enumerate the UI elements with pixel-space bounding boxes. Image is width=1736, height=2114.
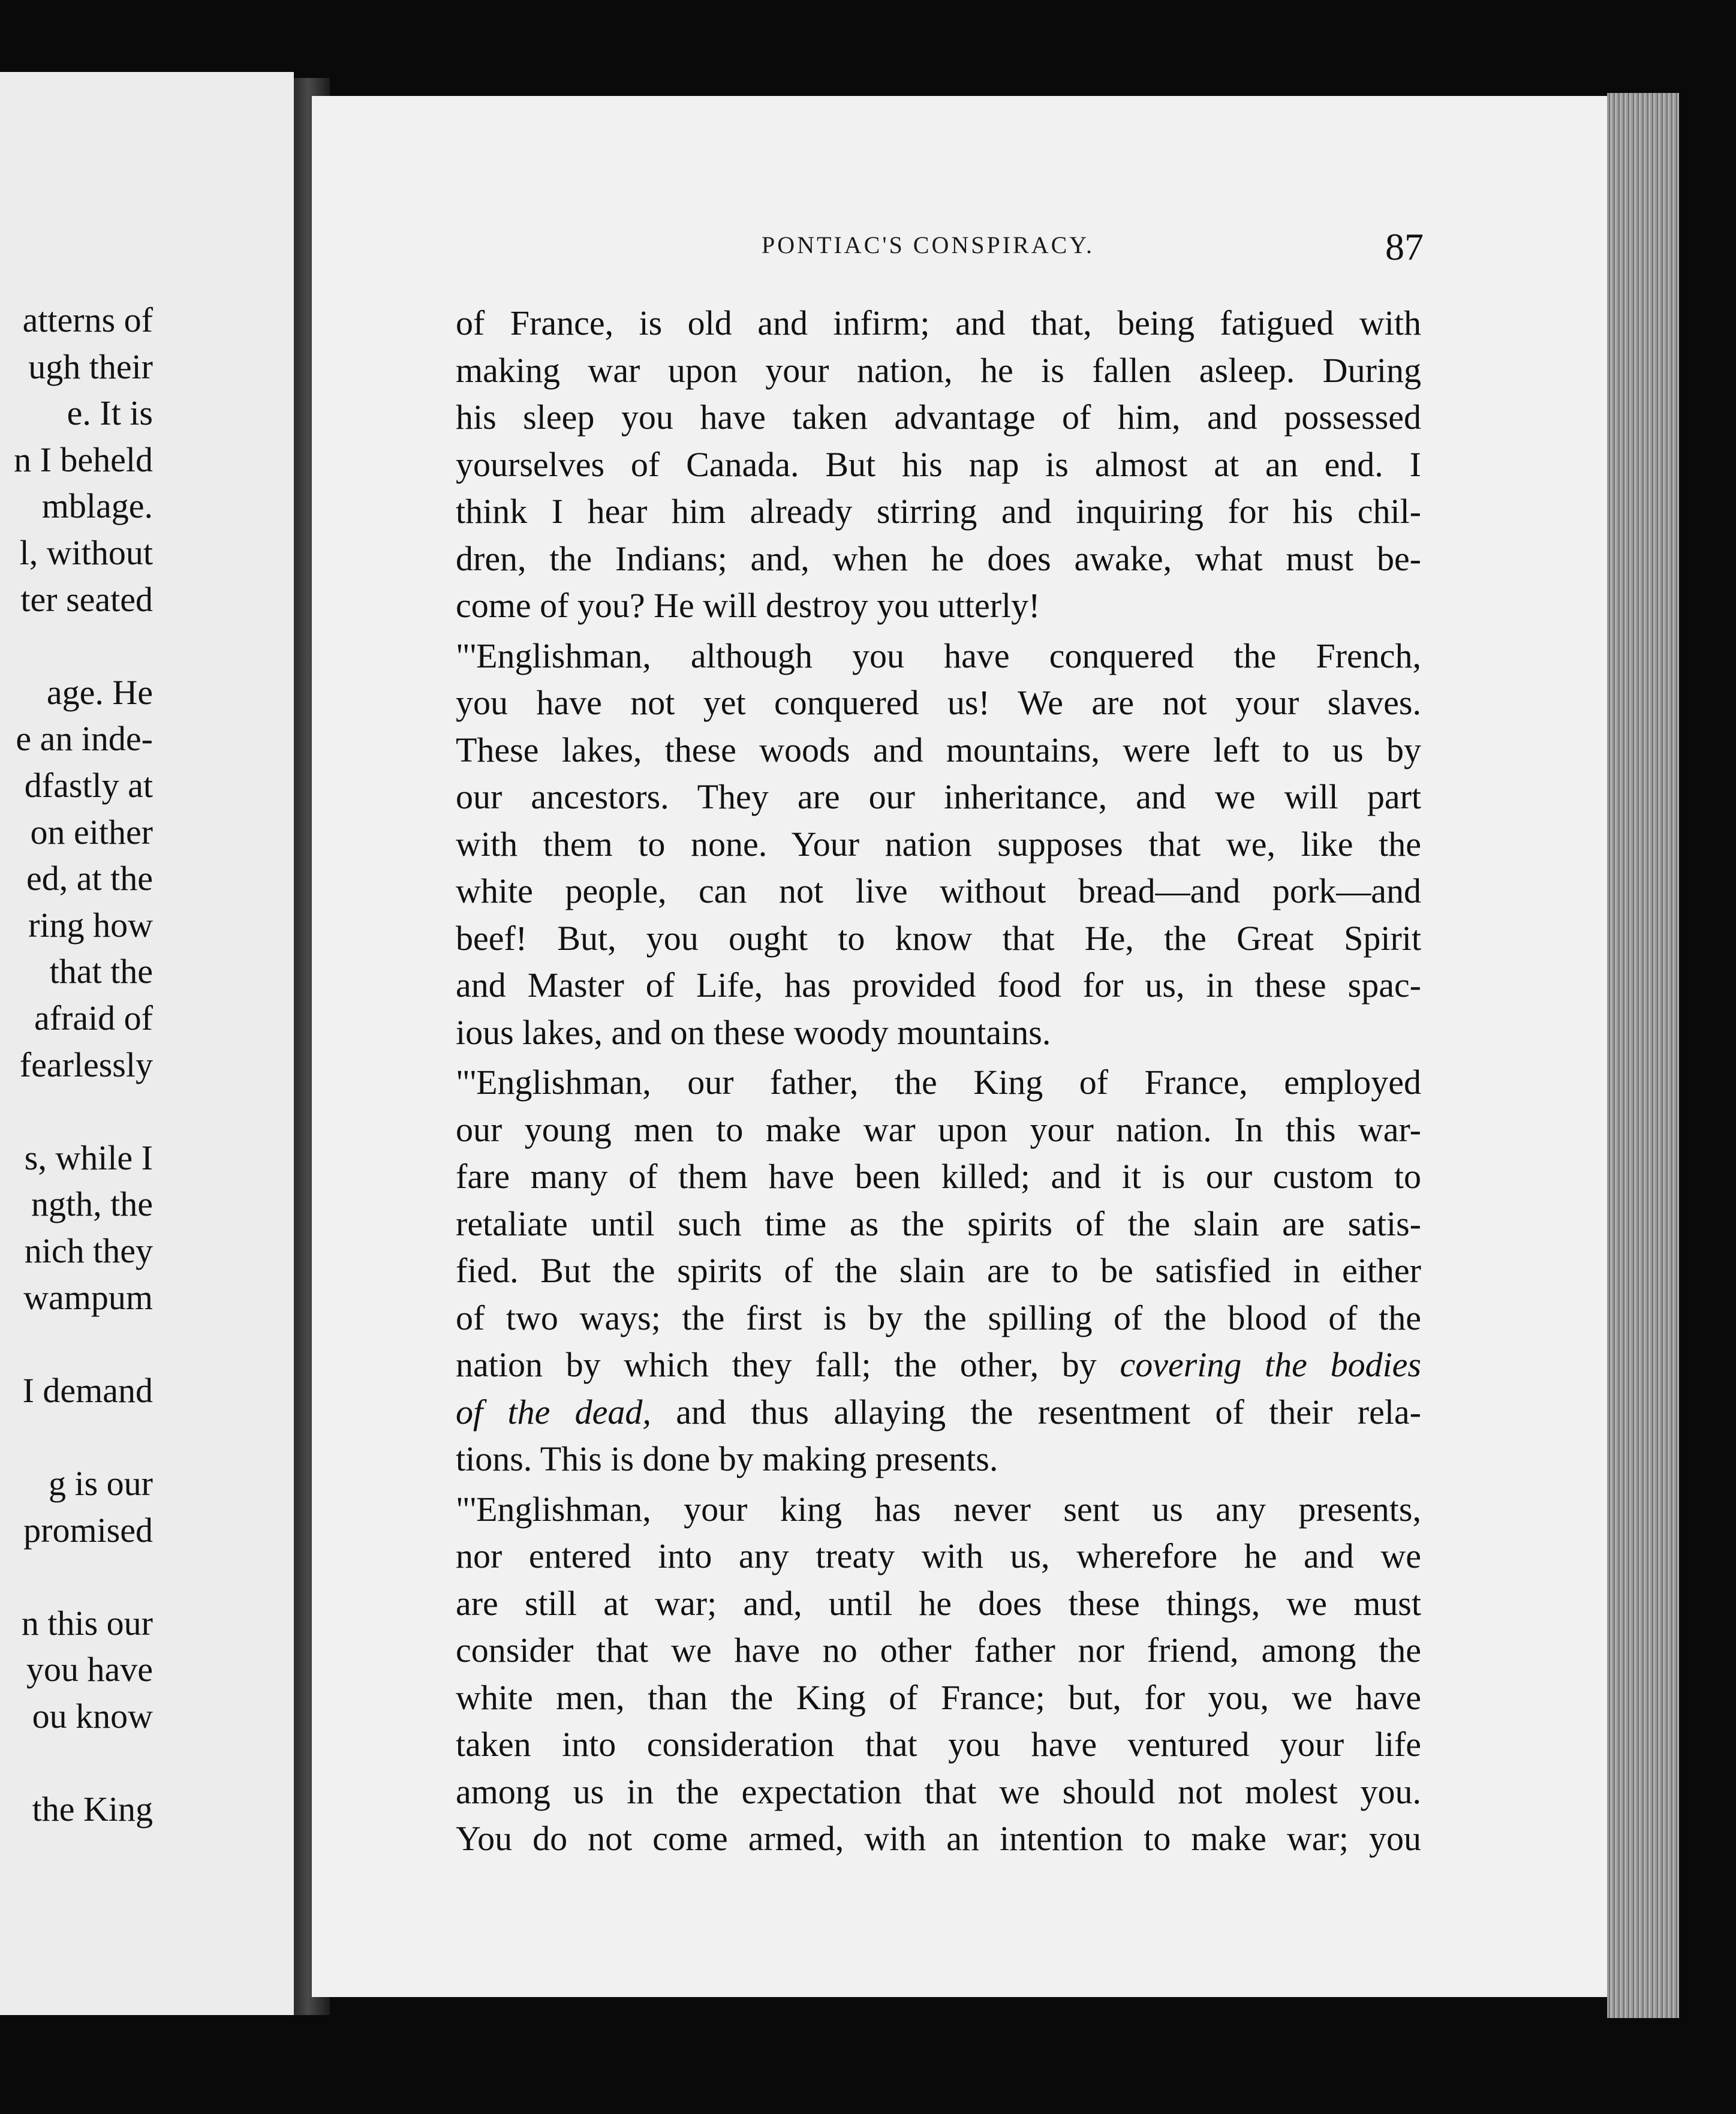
paragraph bbox=[456, 300, 1421, 630]
paragraph bbox=[456, 1486, 1421, 1863]
left-page-line: that the bbox=[49, 952, 153, 991]
left-page-line: promised bbox=[23, 1510, 153, 1550]
left-page-line: l, without bbox=[19, 533, 153, 572]
left-page-line: wampum bbox=[23, 1277, 153, 1317]
text-line: beef! But, you ought to know that He, the Great Spirit bbox=[456, 918, 1421, 958]
text-line: taken into consideration that you have ventured your life bbox=[456, 1725, 1421, 1764]
left-page-line: ed, at the bbox=[26, 859, 153, 898]
body-text bbox=[456, 300, 1421, 1863]
text-line: ious lakes, and on these woody mountains. bbox=[456, 1012, 1051, 1052]
text-line: nor entered into any treaty with us, wherefore he and we bbox=[456, 1536, 1421, 1575]
text-line: among us in the expectation that we should not molest you. bbox=[456, 1772, 1421, 1811]
left-page-line: n this our bbox=[21, 1603, 153, 1643]
page-number: 87 bbox=[1385, 225, 1424, 268]
left-page-line: on either bbox=[30, 812, 153, 852]
text-line: These lakes, these woods and mountains, were left to us by bbox=[456, 730, 1421, 769]
left-page-line: e. It is bbox=[67, 393, 153, 433]
text-line: are still at war; and, until he does these things, we must bbox=[456, 1583, 1421, 1623]
paragraph bbox=[456, 633, 1421, 1057]
paragraph bbox=[456, 1059, 1421, 1483]
text-line: of France, is old and infirm; and that, being fatigued with bbox=[456, 303, 1421, 342]
text-line: our ancestors. They are our inheritance, and we will part bbox=[456, 777, 1421, 816]
left-page-line: ugh their bbox=[28, 347, 153, 386]
left-page-line: mblage. bbox=[41, 486, 153, 526]
text-line: his sleep you have taken advantage of him, and possessed bbox=[456, 398, 1421, 437]
left-page-line: fearlessly bbox=[19, 1045, 153, 1084]
left-page-line: ring how bbox=[28, 905, 153, 945]
left-page-line: nich they bbox=[24, 1231, 153, 1270]
text-line: of two ways; the first is by the spilling of the blood of the bbox=[456, 1298, 1421, 1337]
left-page-line: g is our bbox=[49, 1464, 153, 1503]
text-line: nation by which they fall; the other, by covering the bodies bbox=[456, 1345, 1421, 1384]
text-line: white men, than the King of France; but, for you, we have bbox=[456, 1677, 1421, 1717]
text-line: you have not yet conquered us! We are not your slaves. bbox=[456, 683, 1421, 722]
page-edge bbox=[1607, 93, 1679, 2018]
text-line: of the dead, and thus allaying the resentment of their rela- bbox=[456, 1392, 1421, 1432]
text-line: "'Englishman, our father, the King of France, employed bbox=[456, 1063, 1421, 1102]
left-page-line: I demand bbox=[22, 1370, 153, 1410]
left-page-line: age. He bbox=[46, 672, 153, 712]
text-line: dren, the Indians; and, when he does awake, what must be- bbox=[456, 539, 1421, 578]
text-line: tions. This is done by making presents. bbox=[456, 1439, 998, 1478]
left-page-line: ter seated bbox=[20, 579, 153, 619]
text-line: with them to none. Your nation supposes that we, like the bbox=[456, 824, 1421, 864]
left-page-line: ngth, the bbox=[31, 1184, 153, 1224]
text-line: white people, can not live without bread—and pork—and bbox=[456, 871, 1421, 910]
text-line: our young men to make war upon your nation. In this war- bbox=[456, 1109, 1421, 1149]
text-line: and Master of Life, has provided food for us, in these spac- bbox=[456, 966, 1421, 1005]
text-line: consider that we have no other father nor friend, among the bbox=[456, 1631, 1421, 1670]
left-page-line: e an inde- bbox=[16, 719, 153, 759]
running-head: PONTIAC'S CONSPIRACY. bbox=[762, 231, 1095, 258]
left-page-line: s, while I bbox=[24, 1138, 153, 1177]
text-line: "'Englishman, although you have conquered the French, bbox=[456, 636, 1421, 675]
left-page-line: n I beheld bbox=[14, 440, 153, 479]
text-line: "'Englishman, your king has never sent us any presents, bbox=[456, 1489, 1421, 1529]
left-page bbox=[0, 72, 294, 2015]
left-page-line: the King bbox=[32, 1790, 153, 1829]
text-line: You do not come armed, with an intention to make war; you bbox=[456, 1819, 1421, 1858]
text-line: fied. But the spirits of the slain are to be satisfied in either bbox=[456, 1251, 1421, 1290]
left-page-line: atterns of bbox=[22, 300, 153, 339]
left-page-line: ou know bbox=[32, 1697, 153, 1736]
left-page-line: dfastly at bbox=[24, 766, 153, 805]
text-line: making war upon your nation, he is fallen asleep. During bbox=[456, 350, 1421, 390]
text-line: yourselves of Canada. But his nap is almost at an end. I bbox=[456, 444, 1421, 484]
text-line: retaliate until such time as the spirits of the slain are satis- bbox=[456, 1204, 1421, 1243]
left-page-line: afraid of bbox=[34, 999, 153, 1038]
left-page-line: you have bbox=[26, 1650, 153, 1689]
text-line: think I hear him already stirring and inquiring for his chil- bbox=[456, 492, 1421, 531]
text-line: come of you? He will destroy you utterly! bbox=[456, 586, 1040, 625]
text-line: fare many of them have been killed; and it is our custom to bbox=[456, 1157, 1421, 1196]
